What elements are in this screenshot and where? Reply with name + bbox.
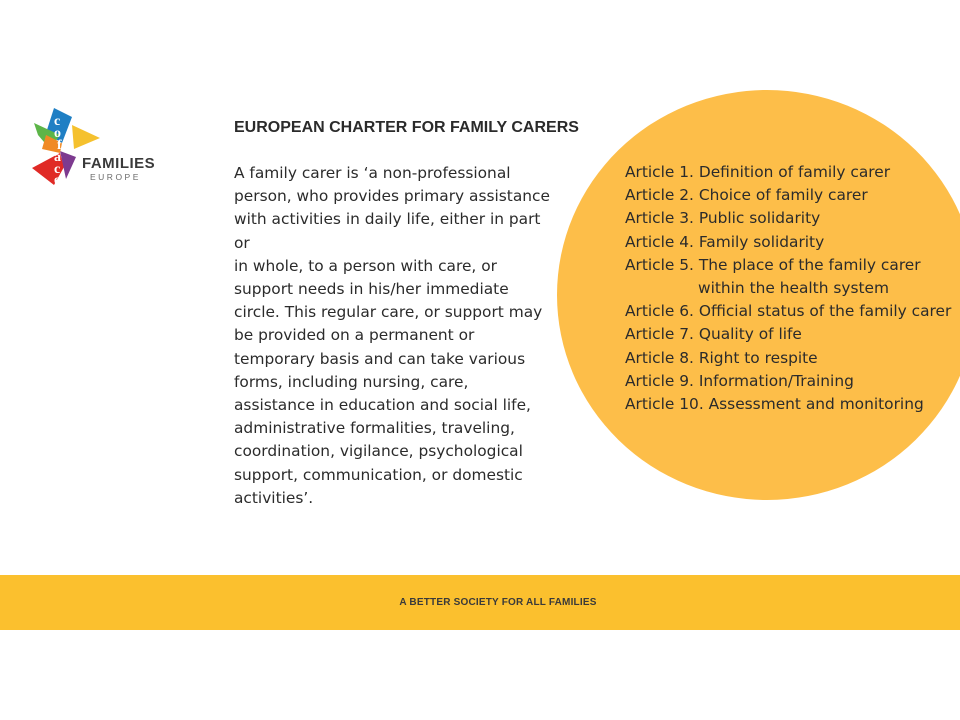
article-item [625,231,951,254]
article-item [625,370,951,393]
article-item [625,347,951,370]
article-item [625,300,951,323]
article-label: Article 4. Family solidarity [625,232,825,251]
logo-letter-e: e [54,173,61,185]
page-title: EUROPEAN CHARTER FOR FAMILY CARERS [234,119,579,136]
article-label: Article 2. Choice of family carer [625,186,868,205]
article-item [625,323,951,346]
article-item [625,254,951,300]
footer-tagline: A BETTER SOCIETY FOR ALL FAMILIES [399,597,597,608]
footer-band [0,575,960,630]
logo-letter-f: f [57,138,62,153]
article-label-continuation: within the health system [698,279,889,298]
logo-letter-c2: c [54,162,61,177]
logo-yellow-shape [72,125,100,149]
article-label: Article 9. Information/Training [625,371,854,390]
article-label: Article 3. Public solidarity [625,209,821,228]
article-label: Article 1. Definition of family carer [625,163,891,181]
logo-letter-o: o [54,126,61,141]
article-label: Article 6. Official status of the family carer [625,302,952,321]
logo-families-text: FAMILIES [82,155,156,172]
family-carer-definition: A family carer is ‘a non-professional person, who provides primary assistance with activities in daily life, either in part or in whole, to a person with care, or support needs in his/her immediate circle. This regular care, or support may be provided on a permanent or temporary basis and can take various forms, including nursing, care, assistance in education and social life, administrative formalities, traveling, coordination, vigilance, psychological support, communication, or domestic activities’. [234,164,550,507]
circle-top-clip [540,0,960,90]
logo-letter-a: a [54,150,61,165]
article-label: Article 8. Right to respite [625,348,818,367]
article-label: Article 7. Quality of life [625,325,802,344]
logo-letter-c1: c [54,114,61,129]
logo-europe-text: EUROPE [90,172,141,182]
article-label: Article 10. Assessment and monitoring [625,395,924,414]
article-item [625,184,951,207]
article-item [625,161,951,184]
articles-list [625,161,951,416]
article-label: Article 5. The place of the family carer [625,255,921,274]
article-item [625,207,951,230]
article-item [625,393,951,416]
